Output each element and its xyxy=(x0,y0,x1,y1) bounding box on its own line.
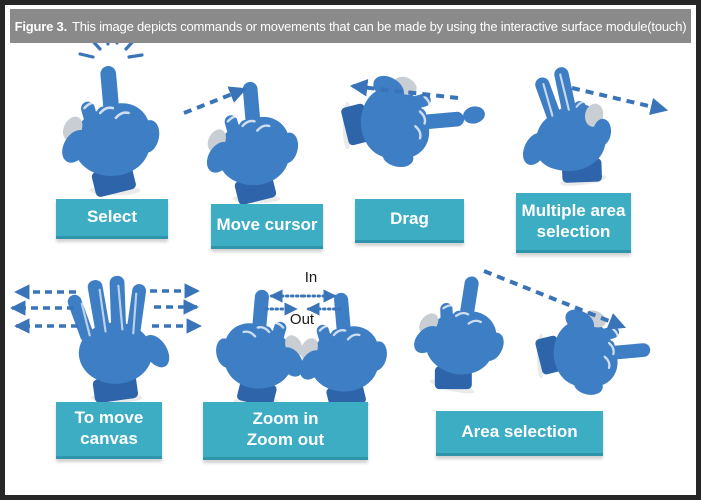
gesture-label-text: Move cursor xyxy=(216,214,318,234)
area-selection-right-hand-icon xyxy=(534,305,650,398)
gesture-label-area-selection xyxy=(436,411,603,456)
gesture-label-text: Area selection xyxy=(461,421,578,441)
gesture-label-text: selection xyxy=(536,221,611,241)
gesture-label-move-cursor xyxy=(211,204,323,249)
gesture-label-zoom-in-out xyxy=(203,402,368,460)
multiple-area-hand-icon xyxy=(506,61,621,194)
figure-caption-bar xyxy=(10,9,691,43)
zoom-in-annotation: In xyxy=(304,269,318,286)
drag-dot-icon xyxy=(461,104,486,125)
gesture-label-text: Zoom out xyxy=(246,429,325,449)
figure-number: Figure 3. xyxy=(14,18,68,34)
move-canvas-right-arrows-icon xyxy=(150,291,200,326)
gesture-label-text: Drag xyxy=(390,209,429,229)
zoom-left-hand-icon xyxy=(213,289,308,408)
gesture-label-to-move-canvas xyxy=(56,402,162,459)
gesture-label-multiple-area-selection xyxy=(516,193,631,253)
move-cursor-arrow-icon xyxy=(184,89,245,113)
move-canvas-hand-icon xyxy=(66,276,175,404)
figure-caption-text: This image depicts commands or movements that can be made by using the interactive surface module(touch) xyxy=(72,18,687,34)
select-hand-icon xyxy=(57,65,163,198)
gesture-label-text: Zoom in xyxy=(252,408,319,428)
gesture-label-text: canvas xyxy=(80,429,138,448)
gesture-label-text: Select xyxy=(86,207,138,227)
area-selection-arrow-icon xyxy=(484,271,624,327)
gesture-label-drag xyxy=(355,199,464,243)
gesture-label-select xyxy=(56,199,168,239)
zoom-out-annotation: Out xyxy=(289,311,315,328)
move-canvas-left-arrows-icon xyxy=(12,292,78,326)
area-selection-left-hand-icon xyxy=(400,265,521,403)
gesture-label-text: To move xyxy=(74,408,144,428)
gesture-label-text: Multiple area xyxy=(521,200,626,220)
